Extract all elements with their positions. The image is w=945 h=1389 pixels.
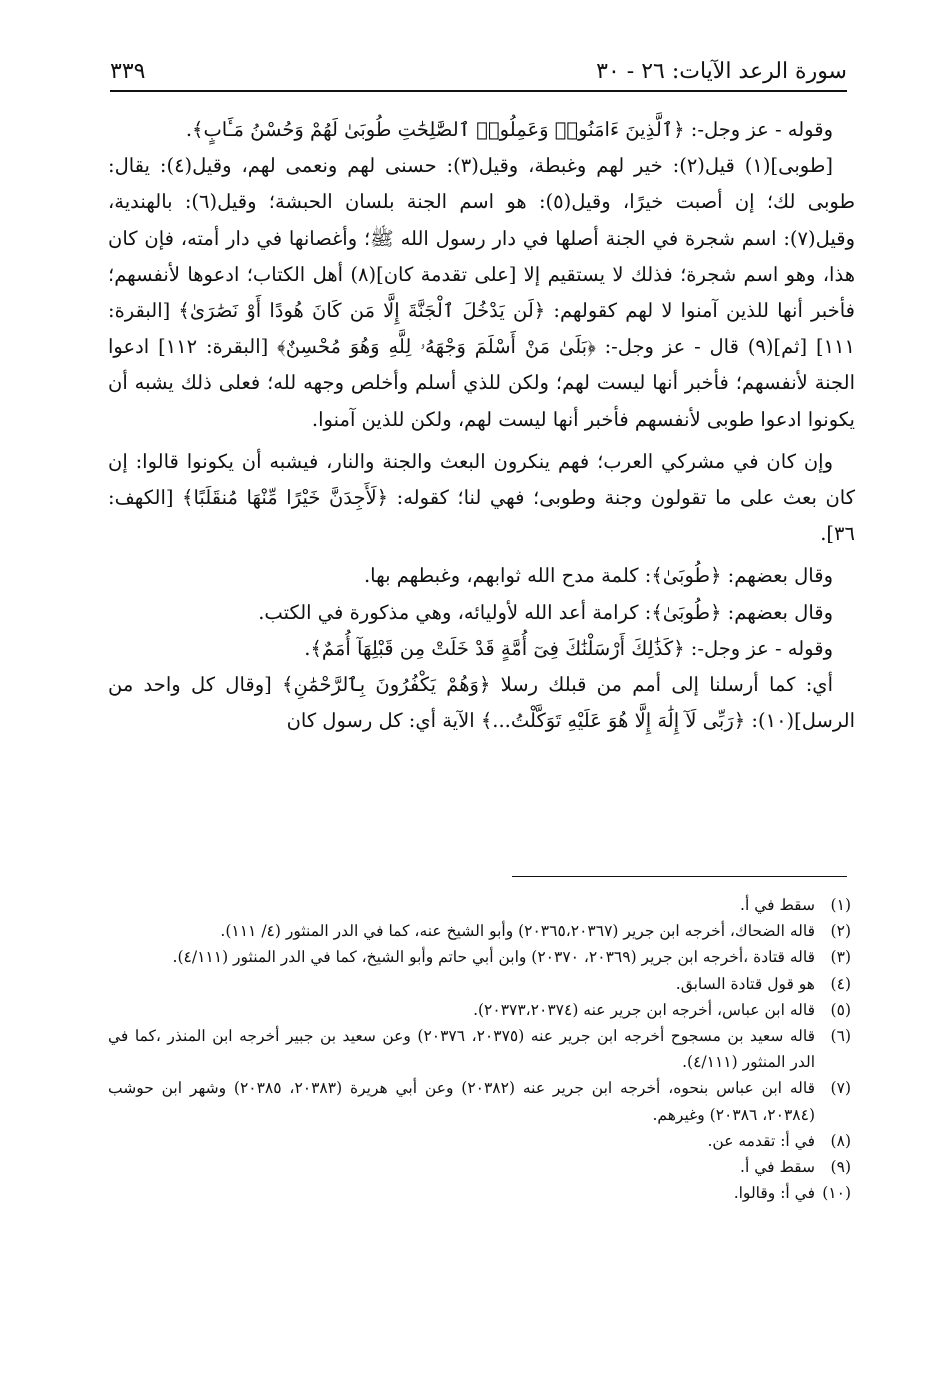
footnote-number: (٨) <box>830 1131 851 1150</box>
footnote-separator <box>512 876 847 877</box>
paragraph: وقال بعضهم: ﴿طُوبَىٰ﴾: كلمة مدح الله ثوابهم، وغبطهم بها. <box>363 564 833 588</box>
paragraph: وإن كان في مشركي العرب؛ فهم ينكرون البعث والجنة والنار، فيشبه أن يكونوا قالوا: إن كان بعث على ما تقولون وجنة وطوبى؛ فهي لنا؛ كقوله: ﴿لَأَجِدَنَّ خَيْرًا مِّنْهَا مُنقَلَبًا﴾ [الكهف: ٣٦]. <box>108 449 855 546</box>
footnote-text: قاله ابن عباس، أخرجه ابن جرير عنه (٢٠٣٧٣،٢٠٣٧٤). <box>473 1000 815 1019</box>
paragraph: وقوله - عز وجل-: ﴿ٱلَّذِينَ ءَامَنُوا۟ وَعَمِلُوا۟ ٱلصَّٰلِحَٰتِ طُوبَىٰ لَهُمْ وَحُسْنُ مَـَٔابٍ﴾. <box>185 118 833 141</box>
page-number: ٣٣٩ <box>110 59 146 84</box>
footnote <box>108 1023 851 1075</box>
footnote <box>108 944 851 970</box>
footnote-text: قاله الضحاك، أخرجه ابن جرير (٢٠٣٦٥،٢٠٣٦٧) وأبو الشيخ عنه، كما في الدر المنثور (٤/ ١١١). <box>220 922 815 941</box>
footnote-text: في أ: وقالوا. <box>733 1184 815 1203</box>
page-header <box>110 52 847 92</box>
footnote <box>108 971 851 997</box>
footnote <box>108 1075 851 1127</box>
footnote <box>108 1180 851 1206</box>
footnote-number: (٢) <box>830 922 851 941</box>
paragraph: وقال بعضهم: ﴿طُوبَىٰ﴾: كرامة أعد الله لأوليائه، وهي مذكورة في الكتب. <box>258 600 833 624</box>
surah-title: سورة الرعد الآيات: ٢٦ - ٣٠ <box>596 59 847 84</box>
footnote <box>108 997 851 1023</box>
footnote-text: قاله قتادة ،أخرجه ابن جرير (٢٠٣٦٩، ٢٠٣٧٠) وابن أبي حاتم وأبو الشيخ، كما في الدر المنثور (٤/١١١). <box>172 948 815 967</box>
footnote-number: (٧) <box>830 1079 851 1098</box>
footnote-text: في أ: تقدمه عن. <box>707 1131 815 1150</box>
paragraph: [طوبى](١) قيل(٢): خير لهم وغبطة، وقيل(٣): حسنى لهم ونعمى لهم، وقيل(٤): يقال: طوبى لك؛ إن أصبت خيرًا، وقيل(٥): هو اسم الجنة بلسان الحبشة؛ وقيل(٦): بالهندية، وقيل(٧): اسم شجرة في الجنة أصلها في دار رسول الله ﷺ؛ وأغصانها في دار أمته، فإن كان هذا، وهو اسم شجرة؛ فذلك لا يستقيم إلا [على تقدمة كان](٨) أهل الكتاب؛ ادعوها لأنفسهم؛ فأخبر أنها للذين آمنوا لا لهم كقولهم: ﴿لَن يَدْخُلَ ٱلْجَنَّةَ إِلَّا مَن كَانَ هُودًا أَوْ نَصَٰرَىٰ﴾ [البقرة: ١١١] [ثم](٩) قال - عز وجل-: ﴿بَلَىٰ مَنْ أَسْلَمَ وَجْهَهُۥ لِلَّهِ وَهُوَ مُحْسِنٌ﴾ [البقرة: ١١٢] ادعوا الجنة لأنفسهم؛ فأخبر أنها ليست لهم؛ ولكن للذي أسلم وأخلص وجهه لله؛ فعلى ذلك يشبه أن يكونوا ادعوا طوبى لأنفسهم فأخبر أنها ليست لهم، ولكن للذين آمنوا. <box>108 154 855 431</box>
footnote-number: (١) <box>830 896 851 914</box>
footnote-number: (٩) <box>830 1158 851 1177</box>
footnote-text: هو قول قتادة السابق. <box>675 974 815 993</box>
footnote-text: سقط في أ. <box>740 1158 815 1177</box>
footnote-number: (١٠) <box>822 1184 851 1203</box>
footnote-number: (٦) <box>830 1027 851 1046</box>
footnote <box>108 1128 851 1154</box>
footnote-text: قاله سعيد بن مسجوح أخرجه ابن جرير عنه (٢٠٣٧٥، ٢٠٣٧٦) وعن سعيد بن جبير أخرجه ابن المنذر ،كما في الدر المنثور (٤/١١١). <box>108 1027 815 1072</box>
footnotes <box>108 892 851 1206</box>
paragraph: وقوله - عز وجل-: ﴿كَذَٰلِكَ أَرْسَلْنَٰكَ فِىٓ أُمَّةٍ قَدْ خَلَتْ مِن قَبْلِهَآ أُمَمٌ﴾. <box>304 636 833 660</box>
footnote <box>108 892 851 918</box>
footnote-number: (٤) <box>830 974 851 993</box>
paragraph: أي: كما أرسلنا إلى أمم من قبلك رسلا ﴿وَهُمْ يَكْفُرُونَ بِٱلرَّحْمَٰنِ﴾ [وقال كل واحد من الرسل](١٠): ﴿رَبِّى لَآ إِلَٰهَ إِلَّا هُوَ عَلَيْهِ تَوَكَّلْتُ...﴾ الآية أي: كل رسول كان <box>108 673 855 733</box>
footnote-number: (٣) <box>830 948 851 967</box>
main-text <box>108 112 855 739</box>
footnote <box>108 918 851 944</box>
footnote-number: (٥) <box>830 1000 851 1019</box>
footnote-text: قاله ابن عباس بنحوه، أخرجه ابن جرير عنه (٢٠٣٨٢) وعن أبي هريرة (٢٠٣٨٣، ٢٠٣٨٥) وشهر ابن حوشب (٢٠٣٨٤، ٢٠٣٨٦) وغيرهم. <box>108 1079 815 1124</box>
footnote-text: سقط في أ. <box>740 896 815 914</box>
footnote <box>108 1154 851 1180</box>
